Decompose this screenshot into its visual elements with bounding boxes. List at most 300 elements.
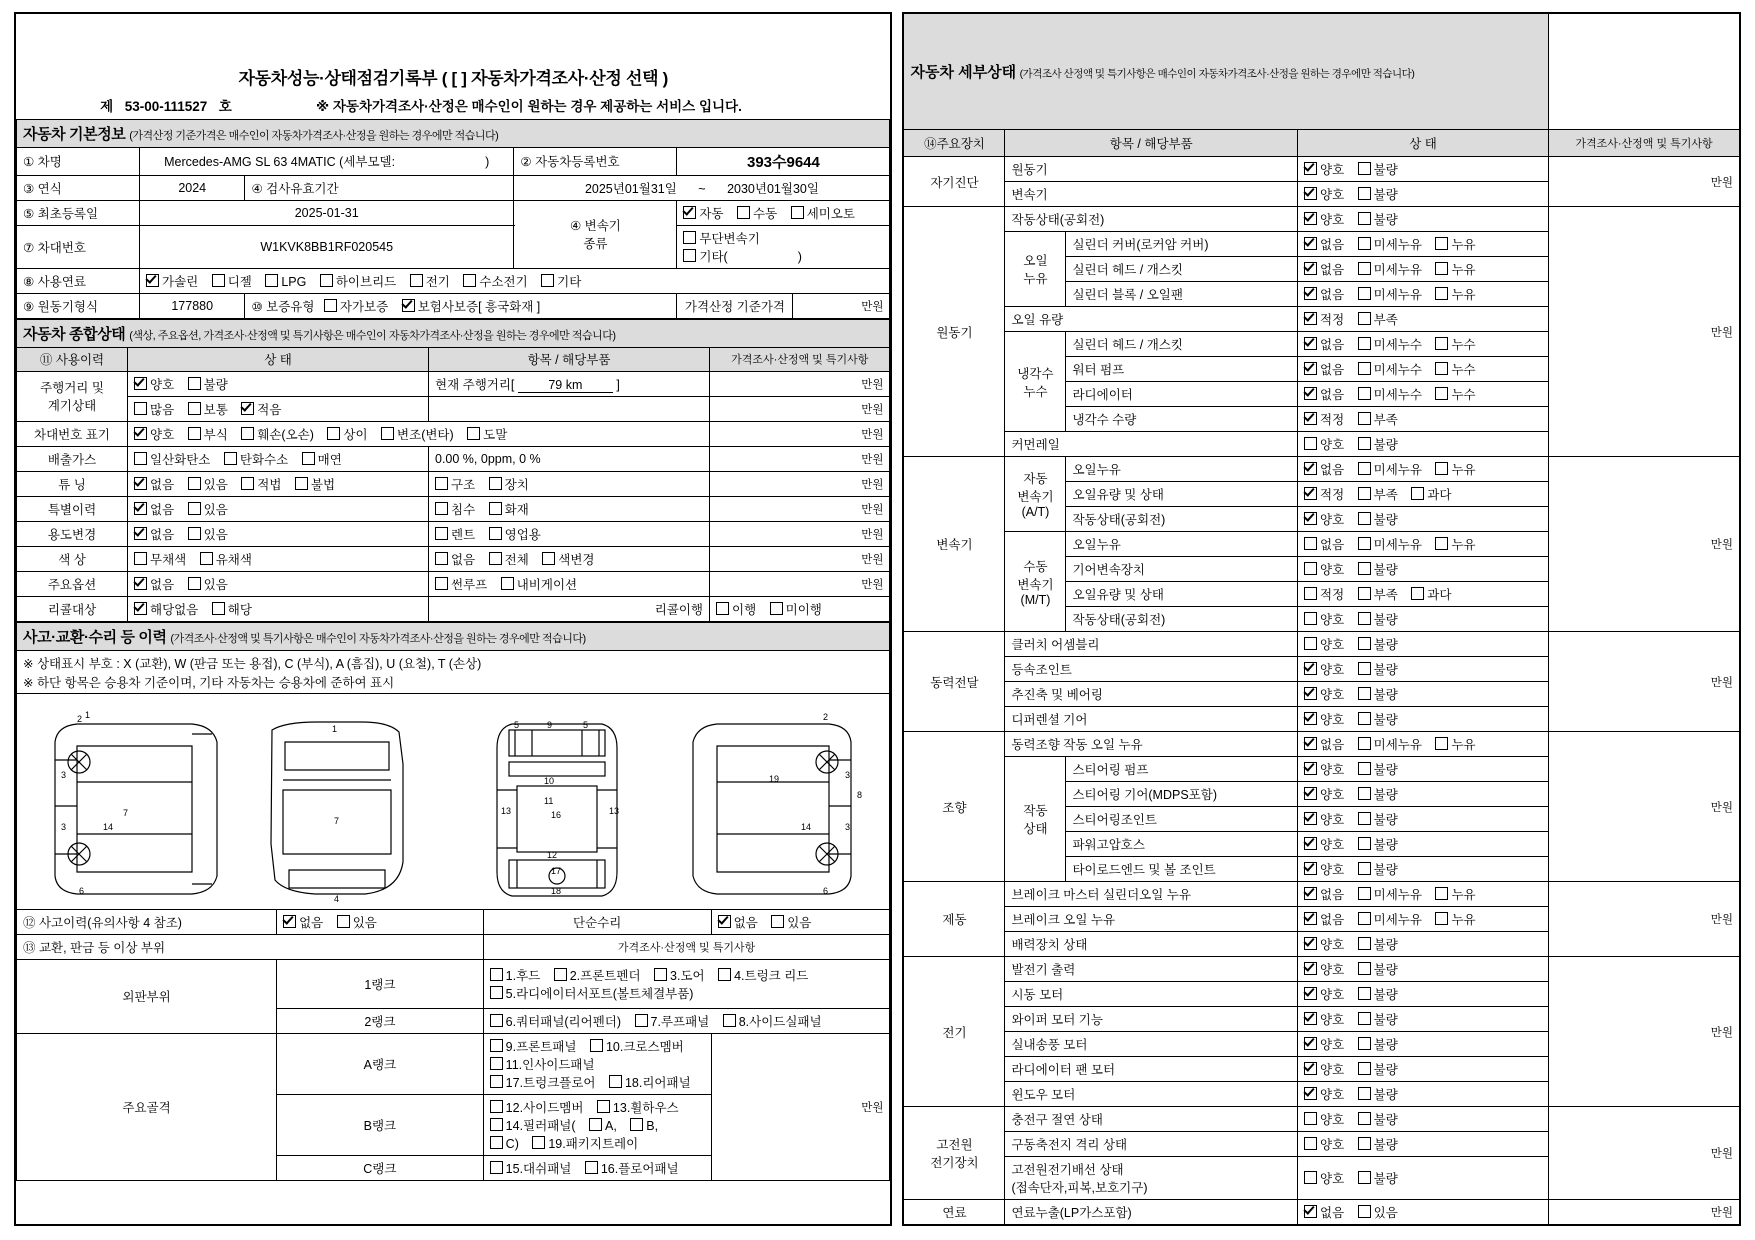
checkbox-mastercyl-none[interactable]: 없음: [1304, 885, 1344, 903]
checkbox-tierod-bad[interactable]: 불량: [1358, 860, 1398, 878]
checkbox-windowmotor-good[interactable]: 양호: [1304, 1085, 1344, 1103]
checkbox-transmission-auto[interactable]: 자동: [683, 204, 723, 222]
checkbox-mt-oil-leak[interactable]: 누유: [1435, 535, 1475, 553]
col-header-state: 상 태: [128, 347, 429, 371]
checkbox-commonrail-good[interactable]: 양호: [1304, 435, 1344, 453]
checkbox-mt-level-high[interactable]: 과다: [1411, 585, 1451, 603]
detail-item-head-gasket-oil: 실린더 헤드 / 개스킷: [1066, 257, 1298, 282]
checkbox-usage-yes[interactable]: 있음: [188, 525, 228, 543]
checkbox-special-fire[interactable]: 화재: [489, 500, 529, 518]
checkbox-fuel-hybrid[interactable]: 하이브리드: [320, 272, 396, 290]
overall-section-header: 자동차 종합상태 (색상, 주요옵션, 가격조사·산정액 및 특기사항은 매수인이 자동차가격조사·산정을 원하는 경우에만 적습니다): [17, 319, 890, 347]
checkbox-radiator-minor[interactable]: 미세누수: [1358, 385, 1422, 403]
checkbox-color-none[interactable]: 없음: [435, 550, 475, 568]
checkbox-inside-panel[interactable]: 11.인사이드패널: [490, 1055, 595, 1073]
table-row: [903, 457, 1740, 482]
detail-state-cv-joint: [1298, 657, 1549, 682]
detail-item-clutch: 클러치 어셈블리: [1005, 632, 1298, 657]
svg-text:17: 17: [551, 865, 562, 876]
detail-item-mt-oil-level: 오일유량 및 상태: [1066, 582, 1298, 607]
checkbox-steeringjoint-bad[interactable]: 불량: [1358, 810, 1398, 828]
checkbox-diff-bad[interactable]: 불량: [1358, 710, 1398, 728]
checkbox-waterpump-none[interactable]: 없음: [1304, 360, 1344, 378]
detail-item-head-gasket-coolant: 실린더 헤드 / 개스킷: [1066, 332, 1298, 357]
vin-mark-state: [128, 421, 710, 446]
detail-item-gear-shift: 기어변속장치: [1066, 557, 1298, 582]
detail-state-radiator-fan-motor: [1298, 1057, 1549, 1082]
svg-text:6: 6: [79, 885, 85, 896]
row-label-color: 색 상: [17, 546, 128, 571]
detail-state-brake-oil-leak: [1298, 907, 1549, 932]
checkbox-engine-idle-bad[interactable]: 불량: [1358, 210, 1398, 228]
checkbox-usage-business[interactable]: 영업용: [489, 525, 541, 543]
checkbox-accident-none[interactable]: 없음: [283, 913, 323, 931]
checkbox-vin-damage[interactable]: 훼손(오손): [241, 425, 314, 443]
checkbox-drivebattery-good[interactable]: 양호: [1304, 1135, 1344, 1153]
checkbox-headgasket-oil-none[interactable]: 없음: [1304, 260, 1344, 278]
row-label-options: 주요옵션: [17, 571, 128, 596]
checkbox-options-navigation[interactable]: 내비게이션: [501, 575, 577, 593]
checkbox-vin-painted[interactable]: 도말: [467, 425, 507, 443]
accident-history-state: [277, 909, 484, 934]
checkbox-at-level-ok[interactable]: 적정: [1304, 485, 1344, 503]
checkbox-wheel-house[interactable]: 13.휠하우스: [597, 1098, 679, 1116]
checkbox-psoil-leak[interactable]: 누유: [1435, 735, 1475, 753]
checkbox-diff-good[interactable]: 양호: [1304, 710, 1344, 728]
vin-value: W1KVK8BB1RF020545: [140, 225, 514, 268]
detail-subgroup-mt: 수동 변속기 (M/T): [1005, 532, 1066, 632]
checkbox-options-yes[interactable]: 있음: [188, 575, 228, 593]
transmission-options-row2: [677, 225, 890, 268]
checkbox-steeringpump-good[interactable]: 양호: [1304, 760, 1344, 778]
mileage-value: 79 km: [518, 378, 613, 393]
checkbox-hood[interactable]: 1.후드: [490, 966, 541, 984]
detail-item-propeller-shaft: 추진축 및 베어링: [1005, 682, 1298, 707]
detail-item-starter-motor: 시동 모터: [1005, 982, 1298, 1007]
accident-note-1: ※ 상태표시 부호 : X (교환), W (판금 또는 용접), C (부식), A (흠집), U (요철), T (손상): [17, 650, 890, 672]
checkbox-recall-notdone[interactable]: 미이행: [770, 600, 822, 618]
checkbox-windowmotor-bad[interactable]: 불량: [1358, 1085, 1398, 1103]
svg-text:3: 3: [61, 769, 67, 780]
checkbox-starter-bad[interactable]: 불량: [1358, 985, 1398, 1003]
detail-state-differential: [1298, 707, 1549, 732]
checkbox-at-level-low[interactable]: 부족: [1358, 485, 1398, 503]
checkbox-selfdiag-engine-good[interactable]: 양호: [1304, 160, 1344, 178]
checkbox-waterpump-minor[interactable]: 미세누수: [1358, 360, 1422, 378]
checkbox-commonrail-bad[interactable]: 불량: [1358, 435, 1398, 453]
options-item: [429, 571, 710, 596]
detail-subgroup-coolant-leak: 냉각수 누수: [1005, 332, 1066, 432]
checkbox-powerhose-good[interactable]: 양호: [1304, 835, 1344, 853]
rank-label-1: 1랭크: [277, 959, 484, 1008]
checkbox-mileage-bad[interactable]: 불량: [188, 375, 228, 393]
exchange-label: ⑬ 교환, 판금 등 이상 부위: [17, 934, 484, 959]
checkbox-booster-bad[interactable]: 불량: [1358, 935, 1398, 953]
detail-item-cv-joint: 등속조인트: [1005, 657, 1298, 682]
checkbox-tuning-none[interactable]: 없음: [134, 475, 174, 493]
checkbox-transmission-etc[interactable]: 기타( ): [683, 247, 802, 265]
checkbox-block-none[interactable]: 없음: [1304, 285, 1344, 303]
detail-price-powertrain: 만원: [1549, 632, 1741, 732]
checkbox-alternator-bad[interactable]: 불량: [1358, 960, 1398, 978]
detail-state-tierod-balljoint: [1298, 857, 1549, 882]
row-label-special: 특별이력: [17, 496, 128, 521]
detail-item-brake-oil-leak: 브레이크 오일 누유: [1005, 907, 1298, 932]
checkbox-drivebattery-bad[interactable]: 불량: [1358, 1135, 1398, 1153]
checkbox-color-changed[interactable]: 색변경: [542, 550, 594, 568]
rank-label-2: 2랭크: [277, 1008, 484, 1033]
detail-state-oil-level: [1298, 307, 1549, 332]
checkbox-quarter-panel[interactable]: 6.쿼터패널(리어펜더): [490, 1012, 621, 1030]
checkbox-simple-repair-none[interactable]: 없음: [718, 913, 758, 931]
detail-item-drive-battery: 구동축전지 격리 상태: [1005, 1132, 1298, 1157]
checkbox-engine-idle-good[interactable]: 양호: [1304, 210, 1344, 228]
checkbox-wiper-good[interactable]: 양호: [1304, 1010, 1344, 1028]
checkbox-alternator-good[interactable]: 양호: [1304, 960, 1344, 978]
checkbox-rocker-none[interactable]: 없음: [1304, 235, 1344, 253]
rank-c-items: [483, 1155, 711, 1180]
inspection-period: 2025년01월31일 ~ 2030년01월30일: [514, 175, 890, 200]
checkbox-usage-rent[interactable]: 렌트: [435, 525, 475, 543]
checkbox-clutch-bad[interactable]: 불량: [1358, 635, 1398, 653]
rank-label-b: B랭크: [277, 1094, 484, 1155]
checkbox-cvjoint-good[interactable]: 양호: [1304, 660, 1344, 678]
checkbox-vin-good[interactable]: 양호: [134, 425, 174, 443]
checkbox-color-all[interactable]: 전체: [489, 550, 529, 568]
checkbox-roof-panel[interactable]: 7.루프패널: [635, 1012, 710, 1030]
checkbox-vin-altered[interactable]: 변조(변타): [381, 425, 454, 443]
detail-group-engine: 원동기: [903, 207, 1005, 457]
checkbox-transmission-cvt[interactable]: 무단변속기: [683, 229, 759, 247]
mileage-price-2: 만원: [710, 396, 890, 421]
table-row: [903, 1107, 1740, 1132]
checkbox-transmission-semiauto[interactable]: 세미오토: [791, 204, 855, 222]
checkbox-color-chromatic[interactable]: 유채색: [200, 550, 252, 568]
checkbox-warranty-self[interactable]: 자가보증: [324, 297, 388, 315]
checkbox-rear-panel[interactable]: 18.리어패널: [609, 1073, 691, 1091]
checkbox-rocker-minor[interactable]: 미세누유: [1358, 235, 1422, 253]
col-header-item: 항목 / 해당부품: [429, 347, 710, 371]
checkbox-fuel-diesel[interactable]: 디젤: [212, 272, 252, 290]
table-row: [17, 521, 890, 546]
checkbox-side-sill-panel[interactable]: 8.사이드실패널: [723, 1012, 822, 1030]
svg-text:18: 18: [551, 885, 562, 896]
detail-state-water-pump: [1298, 357, 1549, 382]
table-row: [17, 175, 890, 200]
checkbox-vin-rust[interactable]: 부식: [188, 425, 228, 443]
checkbox-options-sunroof[interactable]: 썬루프: [435, 575, 487, 593]
checkbox-fuel-lpg[interactable]: LPG: [265, 274, 306, 289]
table-row: [17, 934, 890, 959]
checkbox-special-none[interactable]: 없음: [134, 500, 174, 518]
checkbox-headgasket-oil-minor[interactable]: 미세누유: [1358, 260, 1422, 278]
vin-mark-price: 만원: [710, 421, 890, 446]
checkbox-oil-level-ok[interactable]: 적정: [1304, 310, 1344, 328]
checkbox-psoil-none[interactable]: 없음: [1304, 735, 1344, 753]
detail-price-fuel: 만원: [1549, 1200, 1741, 1226]
color-state: [128, 546, 429, 571]
checkbox-emission-hc[interactable]: 탄화수소: [224, 450, 288, 468]
checkbox-trunk-lid[interactable]: 4.트렁크 리드: [718, 966, 808, 984]
checkbox-gearshift-good[interactable]: 양호: [1304, 560, 1344, 578]
detail-section-header: 자동차 세부상태 (가격조사 산정액 및 특기사항은 매수인이 자동차가격조사·산정을 원하는 경우에만 적습니다): [903, 13, 1548, 130]
accident-note-2: ※ 하단 항목은 승용차 기준이며, 기타 자동차는 승용차에 준하여 표시: [17, 672, 890, 694]
checkbox-pillar-panel[interactable]: 14.필러패널(: [490, 1116, 576, 1134]
detail-price-selfdiag: 만원: [1549, 157, 1741, 207]
checkbox-recall-na[interactable]: 해당없음: [134, 600, 198, 618]
checkbox-coolant-amount-low[interactable]: 부족: [1358, 410, 1398, 428]
group-label-main-frame: 주요골격: [17, 1033, 277, 1180]
detail-state-fuel-leak: [1298, 1200, 1549, 1226]
checkbox-radiator-support[interactable]: 5.라디에이터서포트(볼트체결부품): [490, 984, 694, 1002]
checkbox-mileage-good[interactable]: 양호: [134, 375, 174, 393]
checkbox-front-fender[interactable]: 2.프론트펜더: [554, 966, 641, 984]
detail-state-master-cylinder: [1298, 882, 1549, 907]
checkbox-pillar-a[interactable]: A,: [589, 1118, 617, 1133]
checkbox-tuning-yes[interactable]: 있음: [188, 475, 228, 493]
detail-item-tierod-balljoint: 타이로드엔드 및 볼 조인트: [1066, 857, 1298, 882]
checkbox-steeringpump-bad[interactable]: 불량: [1358, 760, 1398, 778]
checkbox-coolant-head-minor[interactable]: 미세누수: [1358, 335, 1422, 353]
checkbox-gearshift-bad[interactable]: 불량: [1358, 560, 1398, 578]
checkbox-waterpump-leak[interactable]: 누수: [1435, 360, 1475, 378]
checkbox-selfdiag-engine-bad[interactable]: 불량: [1358, 160, 1398, 178]
checkbox-tuning-device[interactable]: 장치: [489, 475, 529, 493]
checkbox-mt-level-low[interactable]: 부족: [1358, 585, 1398, 603]
checkbox-wiper-bad[interactable]: 불량: [1358, 1010, 1398, 1028]
checkbox-fuel-hydrogen[interactable]: 수소전기: [463, 272, 527, 290]
checkbox-rocker-leak[interactable]: 누유: [1435, 235, 1475, 253]
checkbox-fuel-electric[interactable]: 전기: [410, 272, 450, 290]
checkbox-booster-good[interactable]: 양호: [1304, 935, 1344, 953]
detail-group-powertrain: 동력전달: [903, 632, 1005, 732]
checkbox-steeringgear-good[interactable]: 양호: [1304, 785, 1344, 803]
checkbox-selfdiag-trans-good[interactable]: 양호: [1304, 185, 1344, 203]
checkbox-options-none[interactable]: 없음: [134, 575, 174, 593]
checkbox-psoil-minor[interactable]: 미세누유: [1358, 735, 1422, 753]
table-row: [903, 1200, 1740, 1226]
detail-state-coolant-amount: [1298, 407, 1549, 432]
year-value: 2024: [140, 175, 245, 200]
checkbox-hvwiring-bad[interactable]: 불량: [1358, 1169, 1398, 1187]
checkbox-fanmotor-good[interactable]: 양호: [1304, 1060, 1344, 1078]
checkbox-headgasket-oil-leak[interactable]: 누유: [1435, 260, 1475, 278]
engine-type-label: ⑨ 원동기형식: [17, 293, 140, 318]
detail-price-steering: 만원: [1549, 732, 1741, 882]
checkbox-recall-applicable[interactable]: 해당: [212, 600, 252, 618]
detail-item-power-hose: 파워고압호스: [1066, 832, 1298, 857]
checkbox-vin-diff[interactable]: 상이: [327, 425, 367, 443]
checkbox-fuelleak-none[interactable]: 없음: [1304, 1203, 1344, 1221]
checkbox-mileage-many[interactable]: 많음: [134, 400, 174, 418]
detail-state-propeller-shaft: [1298, 682, 1549, 707]
checkbox-chargingport-good[interactable]: 양호: [1304, 1110, 1344, 1128]
svg-text:7: 7: [334, 815, 340, 826]
detail-item-hv-wiring: 고전원전기배선 상태 (접속단자,피복,보호기구): [1005, 1157, 1298, 1200]
checkbox-mt-oil-minor[interactable]: 미세누유: [1358, 535, 1422, 553]
checkbox-mt-level-ok[interactable]: 적정: [1304, 585, 1344, 603]
left-column: [14, 12, 892, 1226]
checkbox-coolant-amount-ok[interactable]: 적정: [1304, 410, 1344, 428]
checkbox-recall-done[interactable]: 이행: [716, 600, 756, 618]
checkbox-cvjoint-bad[interactable]: 불량: [1358, 660, 1398, 678]
checkbox-powerhose-bad[interactable]: 불량: [1358, 835, 1398, 853]
doc-no-label: 제: [100, 98, 114, 114]
checkbox-coolant-head-none[interactable]: 없음: [1304, 335, 1344, 353]
table-row: [17, 546, 890, 571]
checkbox-steeringjoint-good[interactable]: 양호: [1304, 810, 1344, 828]
checkbox-mt-idle-bad[interactable]: 불량: [1358, 610, 1398, 628]
checkbox-at-idle-good[interactable]: 양호: [1304, 510, 1344, 528]
rank-label-a: A랭크: [277, 1033, 484, 1094]
first-reg-value: 2025-01-31: [140, 200, 514, 225]
table-row: [17, 396, 890, 421]
detail-group-high-voltage: 고전원 전기장치: [903, 1107, 1005, 1200]
checkbox-special-flood[interactable]: 침수: [435, 500, 475, 518]
table-row: [903, 957, 1740, 982]
checkbox-fuelleak-yes[interactable]: 있음: [1358, 1203, 1398, 1221]
emission-values: 0.00 %, 0ppm, 0 %: [429, 446, 710, 471]
table-row: [903, 632, 1740, 657]
checkbox-hvwiring-good[interactable]: 양호: [1304, 1169, 1344, 1187]
checkbox-fanmotor-bad[interactable]: 불량: [1358, 1060, 1398, 1078]
checkbox-coolant-head-leak[interactable]: 누수: [1435, 335, 1475, 353]
recall-item-state: [710, 596, 890, 621]
checkbox-mt-idle-good[interactable]: 양호: [1304, 610, 1344, 628]
special-item: [429, 496, 710, 521]
detail-state-commonrail: [1298, 432, 1549, 457]
checkbox-warranty-insurance[interactable]: 보험사보증[ 흥국화재 ]: [402, 297, 541, 315]
detail-group-fuel: 연료: [903, 1200, 1005, 1226]
detail-state-window-motor: [1298, 1082, 1549, 1107]
right-column: [902, 12, 1741, 1226]
checkbox-mastercyl-minor[interactable]: 미세누유: [1358, 885, 1422, 903]
simple-repair-label: 단순수리: [483, 909, 711, 934]
checkbox-selfdiag-trans-bad[interactable]: 불량: [1358, 185, 1398, 203]
special-price: 만원: [710, 496, 890, 521]
checkbox-side-member[interactable]: 12.사이드멤버: [490, 1098, 584, 1116]
detail-item-blower-motor: 실내송풍 모터: [1005, 1032, 1298, 1057]
checkbox-block-minor[interactable]: 미세누유: [1358, 285, 1422, 303]
checkbox-steeringgear-bad[interactable]: 불량: [1358, 785, 1398, 803]
checkbox-at-oil-minor[interactable]: 미세누유: [1358, 460, 1422, 478]
car-diagram-svg: [17, 694, 871, 906]
exchange-price-value: 만원: [711, 1033, 890, 1180]
checkbox-usage-none[interactable]: 없음: [134, 525, 174, 543]
checkbox-mileage-few[interactable]: 적음: [241, 400, 281, 418]
reg-no-value: 393수9644: [677, 147, 890, 175]
table-row: [17, 959, 890, 1008]
checkbox-door[interactable]: 3.도어: [654, 966, 705, 984]
detail-state-mt-oil-level: [1298, 582, 1549, 607]
checkbox-propshaft-good[interactable]: 양호: [1304, 685, 1344, 703]
detail-subgroup-oil-leak: 오일 누유: [1005, 232, 1066, 307]
checkbox-fuel-gasoline[interactable]: 가솔린: [146, 272, 198, 290]
checkbox-radiator-none[interactable]: 없음: [1304, 385, 1344, 403]
exchange-price-header: 가격조사·산정액 및 특기사항: [483, 934, 890, 959]
checkbox-brakeoil-leak[interactable]: 누유: [1435, 910, 1475, 928]
checkbox-pillar-c[interactable]: C): [490, 1136, 519, 1151]
detail-state-engine-diag: [1298, 157, 1549, 182]
checkbox-tuning-structure[interactable]: 구조: [435, 475, 475, 493]
checkbox-tierod-good[interactable]: 양호: [1304, 860, 1344, 878]
mileage-price: 만원: [710, 371, 890, 396]
checkbox-tuning-legal[interactable]: 적법: [241, 475, 281, 493]
detail-state-engine-idle: [1298, 207, 1549, 232]
checkbox-propshaft-bad[interactable]: 불량: [1358, 685, 1398, 703]
detail-item-charging-port: 충전구 절연 상태: [1005, 1107, 1298, 1132]
detail-col-headers: [903, 130, 1740, 157]
checkbox-simple-repair-yes[interactable]: 있음: [771, 913, 811, 931]
checkbox-package-tray[interactable]: 19.패키지트레이: [532, 1134, 638, 1152]
checkbox-brakeoil-minor[interactable]: 미세누유: [1358, 910, 1422, 928]
checkbox-fuel-etc[interactable]: 기타: [541, 272, 581, 290]
checkbox-clutch-good[interactable]: 양호: [1304, 635, 1344, 653]
checkbox-floor-panel[interactable]: 16.플로어패널: [585, 1159, 679, 1177]
detail-item-mt-oil-leak: 오일누유: [1066, 532, 1298, 557]
checkbox-emission-smoke[interactable]: 매연: [302, 450, 342, 468]
detail-item-block-oilpan: 실린더 블록 / 오일팬: [1066, 282, 1298, 307]
checkbox-radiator-leak[interactable]: 누수: [1435, 385, 1475, 403]
checkbox-at-oil-none[interactable]: 없음: [1304, 460, 1344, 478]
detail-state-at-oil-level: [1298, 482, 1549, 507]
detail-item-window-motor: 윈도우 모터: [1005, 1082, 1298, 1107]
detail-group-transmission: 변속기: [903, 457, 1005, 632]
detail-state-trans-diag: [1298, 182, 1549, 207]
col-header-history: ⑪ 사용이력: [17, 347, 128, 371]
checkbox-mileage-normal[interactable]: 보통: [188, 400, 228, 418]
svg-text:5: 5: [514, 719, 520, 730]
table-row: [903, 732, 1740, 757]
detail-state-steering-gear: [1298, 782, 1549, 807]
color-price: 만원: [710, 546, 890, 571]
checkbox-at-oil-leak[interactable]: 누유: [1435, 460, 1475, 478]
detail-state-starter-motor: [1298, 982, 1549, 1007]
checkbox-at-idle-bad[interactable]: 불량: [1358, 510, 1398, 528]
detail-state-booster: [1298, 932, 1549, 957]
checkbox-trunk-floor[interactable]: 17.트렁크플로어: [490, 1073, 596, 1091]
checkbox-pillar-b[interactable]: B,: [630, 1118, 658, 1133]
checkbox-emission-co[interactable]: 일산화탄소: [134, 450, 210, 468]
checkbox-tuning-illegal[interactable]: 불법: [295, 475, 335, 493]
row-label-mileage: 주행거리 및 계기상태: [17, 371, 128, 421]
checkbox-brakeoil-none[interactable]: 없음: [1304, 910, 1344, 928]
checkbox-oil-level-low[interactable]: 부족: [1358, 310, 1398, 328]
checkbox-block-leak[interactable]: 누유: [1435, 285, 1475, 303]
svg-text:8: 8: [857, 789, 863, 800]
svg-text:4: 4: [334, 893, 340, 904]
checkbox-front-panel[interactable]: 9.프론트패널: [490, 1037, 577, 1055]
checkbox-blower-good[interactable]: 양호: [1304, 1035, 1344, 1053]
checkbox-transmission-manual[interactable]: 수동: [737, 204, 777, 222]
checkbox-mt-oil-none[interactable]: 없음: [1304, 535, 1344, 553]
table-row: [17, 1033, 890, 1094]
checkbox-blower-bad[interactable]: 불량: [1358, 1035, 1398, 1053]
checkbox-accident-yes[interactable]: 있음: [337, 913, 377, 931]
checkbox-cross-member[interactable]: 10.크로스멤버: [590, 1037, 684, 1055]
checkbox-special-yes[interactable]: 있음: [188, 500, 228, 518]
table-row: [17, 571, 890, 596]
detail-state-rocker-cover: [1298, 232, 1549, 257]
checkbox-dash-panel[interactable]: 15.대쉬패널: [490, 1159, 572, 1177]
rank-b-items: [483, 1094, 711, 1155]
checkbox-at-level-high[interactable]: 과다: [1411, 485, 1451, 503]
detail-item-rocker-cover: 실린더 커버(로커암 커버): [1066, 232, 1298, 257]
checkbox-starter-good[interactable]: 양호: [1304, 985, 1344, 1003]
checkbox-mastercyl-leak[interactable]: 누유: [1435, 885, 1475, 903]
checkbox-chargingport-bad[interactable]: 불량: [1358, 1110, 1398, 1128]
checkbox-color-achromatic[interactable]: 무채색: [134, 550, 186, 568]
